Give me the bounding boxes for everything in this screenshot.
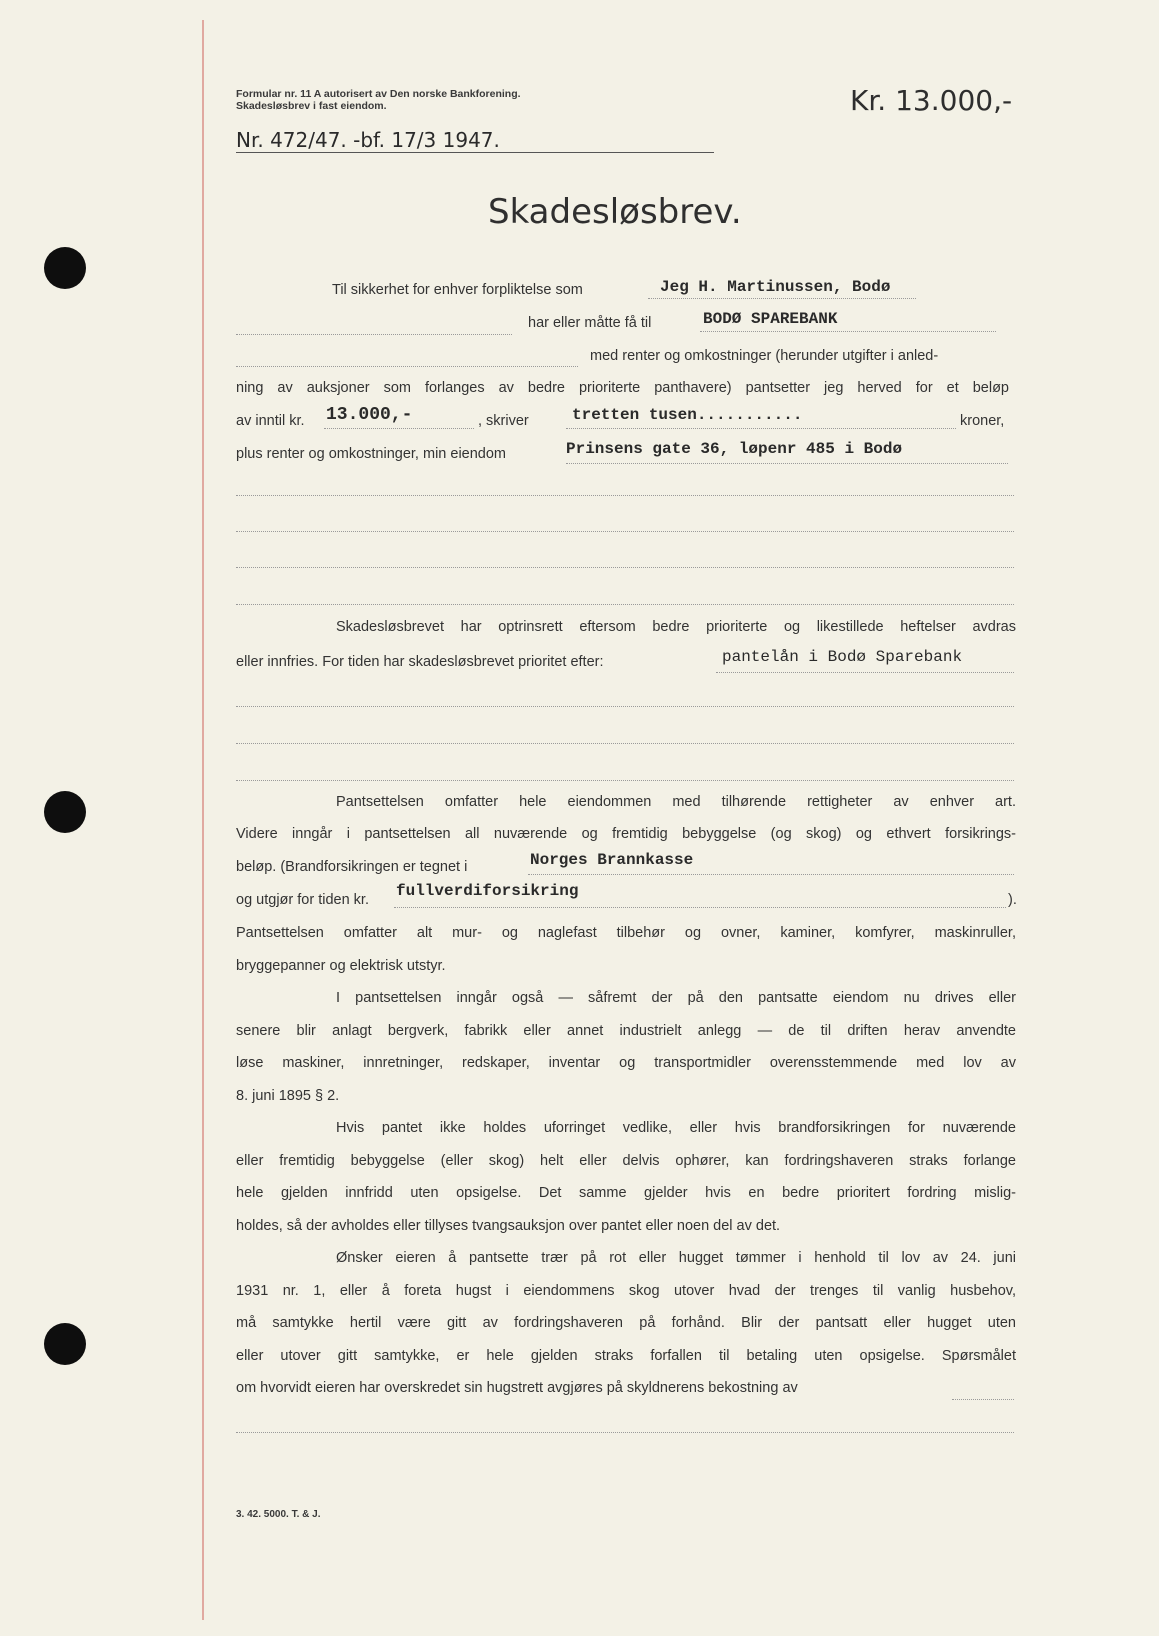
fill-line (394, 907, 1006, 908)
paragraph-line: holdes, så der avholdes eller tillyses tvangsauksjon over pantet eller noen del av det. (236, 1217, 781, 1234)
blank-line (236, 567, 1014, 568)
fill-line (236, 366, 578, 367)
blank-line (236, 495, 1014, 496)
punch-hole (44, 247, 86, 289)
blank-line (236, 531, 1014, 532)
fill-line (236, 334, 512, 335)
label-writes: , skriver (478, 413, 529, 429)
fill-line (952, 1399, 1014, 1400)
form-subtitle: Skadesløsbrev i fast eiendom. (236, 100, 387, 112)
paragraph-line: Hvis pantet ikke holdes uforringet vedlike, eller hvis brandforsikringen for nuværende (336, 1120, 1016, 1136)
insurance-amount: fullverdiforsikring (396, 882, 579, 900)
property-description: Prinsens gate 36, løpenr 485 i Bodø (566, 440, 903, 458)
coverage-line1: Pantsettelsen omfatter hele eiendommen med tilhørende rettigheter av enhver art. (336, 794, 1016, 810)
debtor-name: Jeg H. Martinussen, Bodø (660, 278, 891, 296)
blank-line (236, 780, 1014, 781)
print-code: 3. 42. 5000. T. & J. (236, 1509, 321, 1520)
paragraph-line: Ønsker eieren å pantsette trær på rot eller hugget tømmer i henhold til lov av 24. juni (336, 1250, 1016, 1266)
paragraph-line: eller fremtidig bebyggelse (eller skog) helt eller delvis ophører, kan fordringshaveren straks forlange (236, 1152, 1016, 1169)
label-obligation: Til sikkerhet for enhver forpliktelse som (332, 282, 583, 298)
punch-hole (44, 1323, 86, 1365)
blank-line (236, 706, 1014, 707)
reference-underline (236, 152, 714, 153)
fill-line (716, 672, 1014, 673)
label-amount: av inntil kr. (236, 413, 305, 429)
label-creditor: har eller måtte få til (528, 315, 652, 331)
prior-lien: pantelån i Bodø Sparebank (722, 648, 963, 666)
fill-line (648, 298, 916, 299)
paragraph-line: må samtykke hertil være gitt av fordringshaveren på forhånd. Blir der pantsatt eller hugget uten (236, 1315, 1016, 1331)
fill-line (324, 428, 474, 429)
paragraph-maintenance (236, 1112, 1016, 1242)
creditor-name: BODØ SPAREBANK (703, 310, 838, 328)
margin-rule (202, 20, 204, 1620)
text-row3: med renter og omkostninger (herunder utgifter i anled- (590, 348, 939, 364)
insurance-close: ). (1008, 892, 1017, 908)
paragraph-forestry (236, 1242, 1016, 1405)
coverage-line6: bryggepanner og elektrisk utstyr. (236, 958, 446, 974)
insurance-label: beløp. (Brandforsikringen er tegnet i (236, 859, 468, 875)
paragraph-line: løse maskiner, innretninger, redskaper, inventar og transportmidler overensstemmende med lov av (236, 1055, 1016, 1071)
label-kroner: kroner, (960, 413, 1005, 429)
fill-line (528, 874, 1014, 875)
paragraph-industry (236, 982, 1016, 1112)
coverage-line2: Videre inngår i pantsettelsen all nuværende og fremtidig bebyggelse (og skog) og ethvert forsikrings- (236, 826, 1016, 842)
amount-in-words: tretten tusen........... (572, 406, 803, 424)
amount-value: 13.000,- (326, 405, 413, 425)
blank-line (236, 1432, 1014, 1433)
priority-text: Skadesløsbrevet har optrinsrett eftersom bedre prioriterte og likestillede heftelser avdras (336, 619, 1016, 635)
insurer-name: Norges Brannkasse (530, 851, 694, 869)
fill-line (566, 463, 1008, 464)
amount-top: Kr. 13.000,- (850, 84, 1013, 117)
paragraph-line: senere blir anlagt bergverk, fabrikk eller annet industrielt anlegg — de til driften herav anvendte (236, 1022, 1016, 1039)
priority-label: eller innfries. For tiden har skadesløsbrevet prioritet efter: (236, 654, 604, 670)
insurance-amount-label: og utgjør for tiden kr. (236, 892, 369, 908)
document-title: Skadesløsbrev. (488, 192, 742, 232)
paragraph-line: hele gjelden innfridd uten opsigelse. Det samme gjelder hvis en bedre prioritert fordring mislig- (236, 1185, 1016, 1201)
fill-line (700, 331, 996, 332)
blank-line (236, 604, 1014, 605)
paragraph-line: om hvorvidt eieren har overskredet sin hugstrett avgjøres på skyldnerens bekostning av (236, 1380, 798, 1396)
blank-line (236, 743, 1014, 744)
form-number: Formular nr. 11 A autorisert av Den norske Bankforening. (236, 88, 521, 100)
paragraph-line: 1931 nr. 1, eller å foreta hugst i eiendommens skog utover hvad der trenges til vanlig husbehov, (236, 1282, 1016, 1299)
paragraph-line: I pantsettelsen inngår også — såfremt der på den pantsatte eiendom nu drives eller (336, 990, 1016, 1006)
paragraph-line: 8. juni 1895 § 2. (236, 1087, 340, 1104)
coverage-line5: Pantsettelsen omfatter alt mur- og naglefast tilbehør og ovner, kaminer, komfyrer, maskinruller, (236, 925, 1016, 941)
punch-hole (44, 791, 86, 833)
label-property: plus renter og omkostninger, min eiendom (236, 446, 507, 462)
text-row4: ning av auksjoner som forlanges av bedre prioriterte panthavere) pantsetter jeg herved for et beløp (236, 380, 1009, 396)
reference-number: Nr. 472/47. -bf. 17/3 1947. (236, 128, 500, 152)
fill-line (566, 428, 956, 429)
paragraph-line: eller utover gitt samtykke, er hele gjelden straks forfallen til betaling uten opsigelse. Spørsmålet (236, 1347, 1016, 1364)
